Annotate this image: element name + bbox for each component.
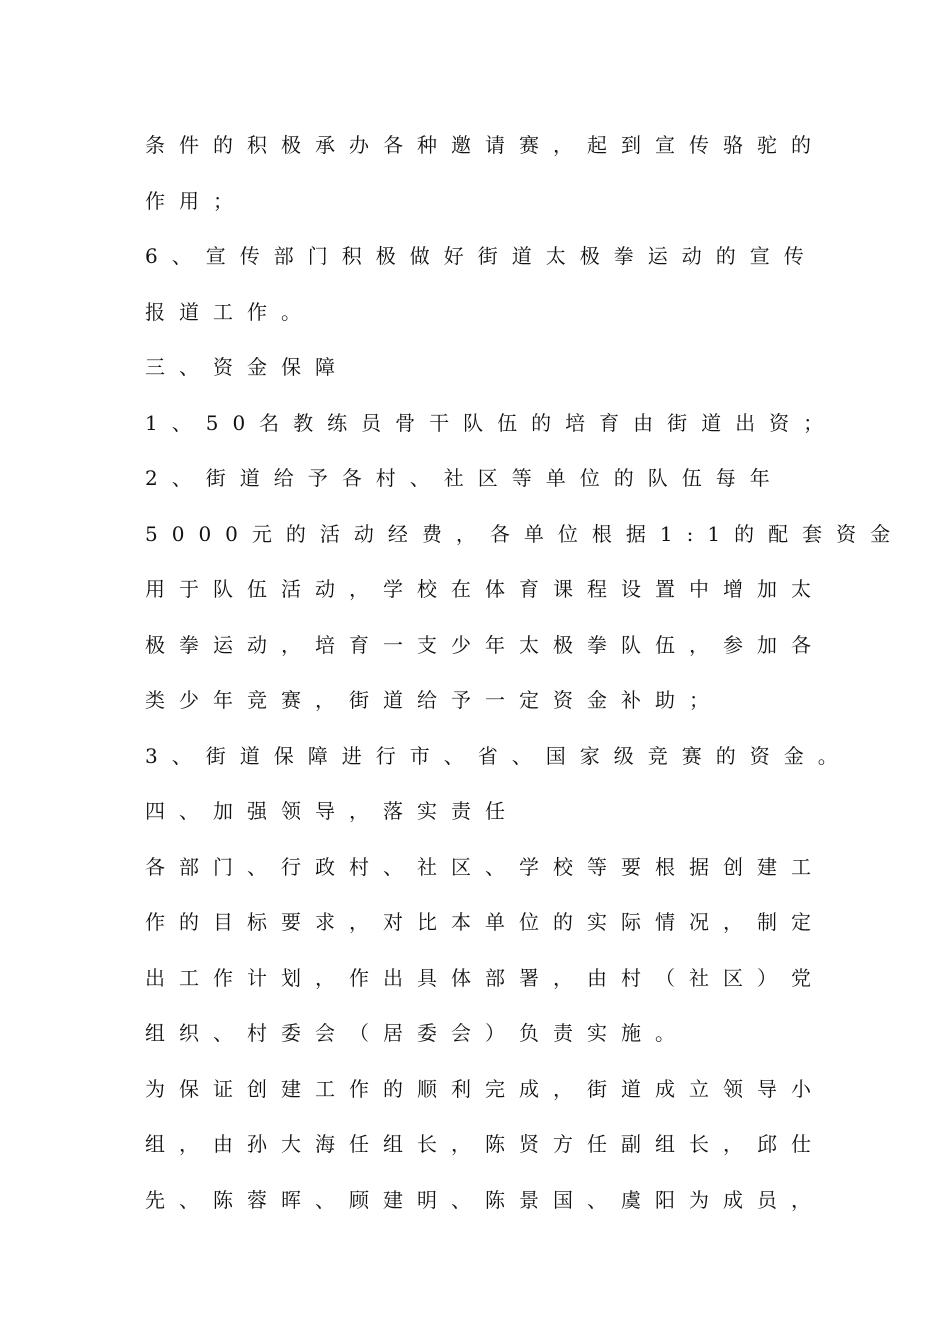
body-text-line: 条件的积极承办各种邀请赛，起到宣传骆驼的 <box>145 133 825 157</box>
body-text-line: 组织、村委会（居委会）负责实施。 <box>145 1021 689 1045</box>
body-text-line: 报道工作。 <box>145 300 315 324</box>
body-text-line: 极拳运动，培育一支少年太极拳队伍，参加各 <box>145 633 825 657</box>
body-text-line: 各部门、行政村、社区、学校等要根据创建工 <box>145 855 825 879</box>
body-text-line: 2、街道给予各村、社区等单位的队伍每年 <box>145 466 784 490</box>
body-text-line: 类少年竞赛，街道给予一定资金补助； <box>145 688 723 712</box>
body-text-line: 出工作计划，作出具体部署，由村（社区）党 <box>145 966 825 990</box>
body-text-line: 先、陈蓉晖、顾建明、陈景国、虞阳为成员， <box>145 1188 825 1212</box>
body-text-line: 1、50名教练员骨干队伍的培育由街道出资； <box>145 411 838 435</box>
section-heading: 三、资金保障 <box>145 355 349 379</box>
body-text-line: 3、街道保障进行市、省、国家级竞赛的资金。 <box>145 744 852 768</box>
section-heading: 四、加强领导，落实责任 <box>145 799 519 823</box>
body-text-line: 组，由孙大海任组长，陈贤方任副组长，邱仕 <box>145 1132 825 1156</box>
body-text-line: 6、宣传部门积极做好街道太极拳运动的宣传 <box>145 244 818 268</box>
body-text-line: 作用； <box>145 189 247 213</box>
body-text-line: 作的目标要求，对比本单位的实际情况，制定 <box>145 910 825 934</box>
body-text-line: 5000元的活动经费，各单位根据1:1的配套资金 <box>145 522 905 546</box>
body-text-line: 用于队伍活动，学校在体育课程设置中增加太 <box>145 577 825 601</box>
body-text-line: 为保证创建工作的顺利完成，街道成立领导小 <box>145 1077 825 1101</box>
